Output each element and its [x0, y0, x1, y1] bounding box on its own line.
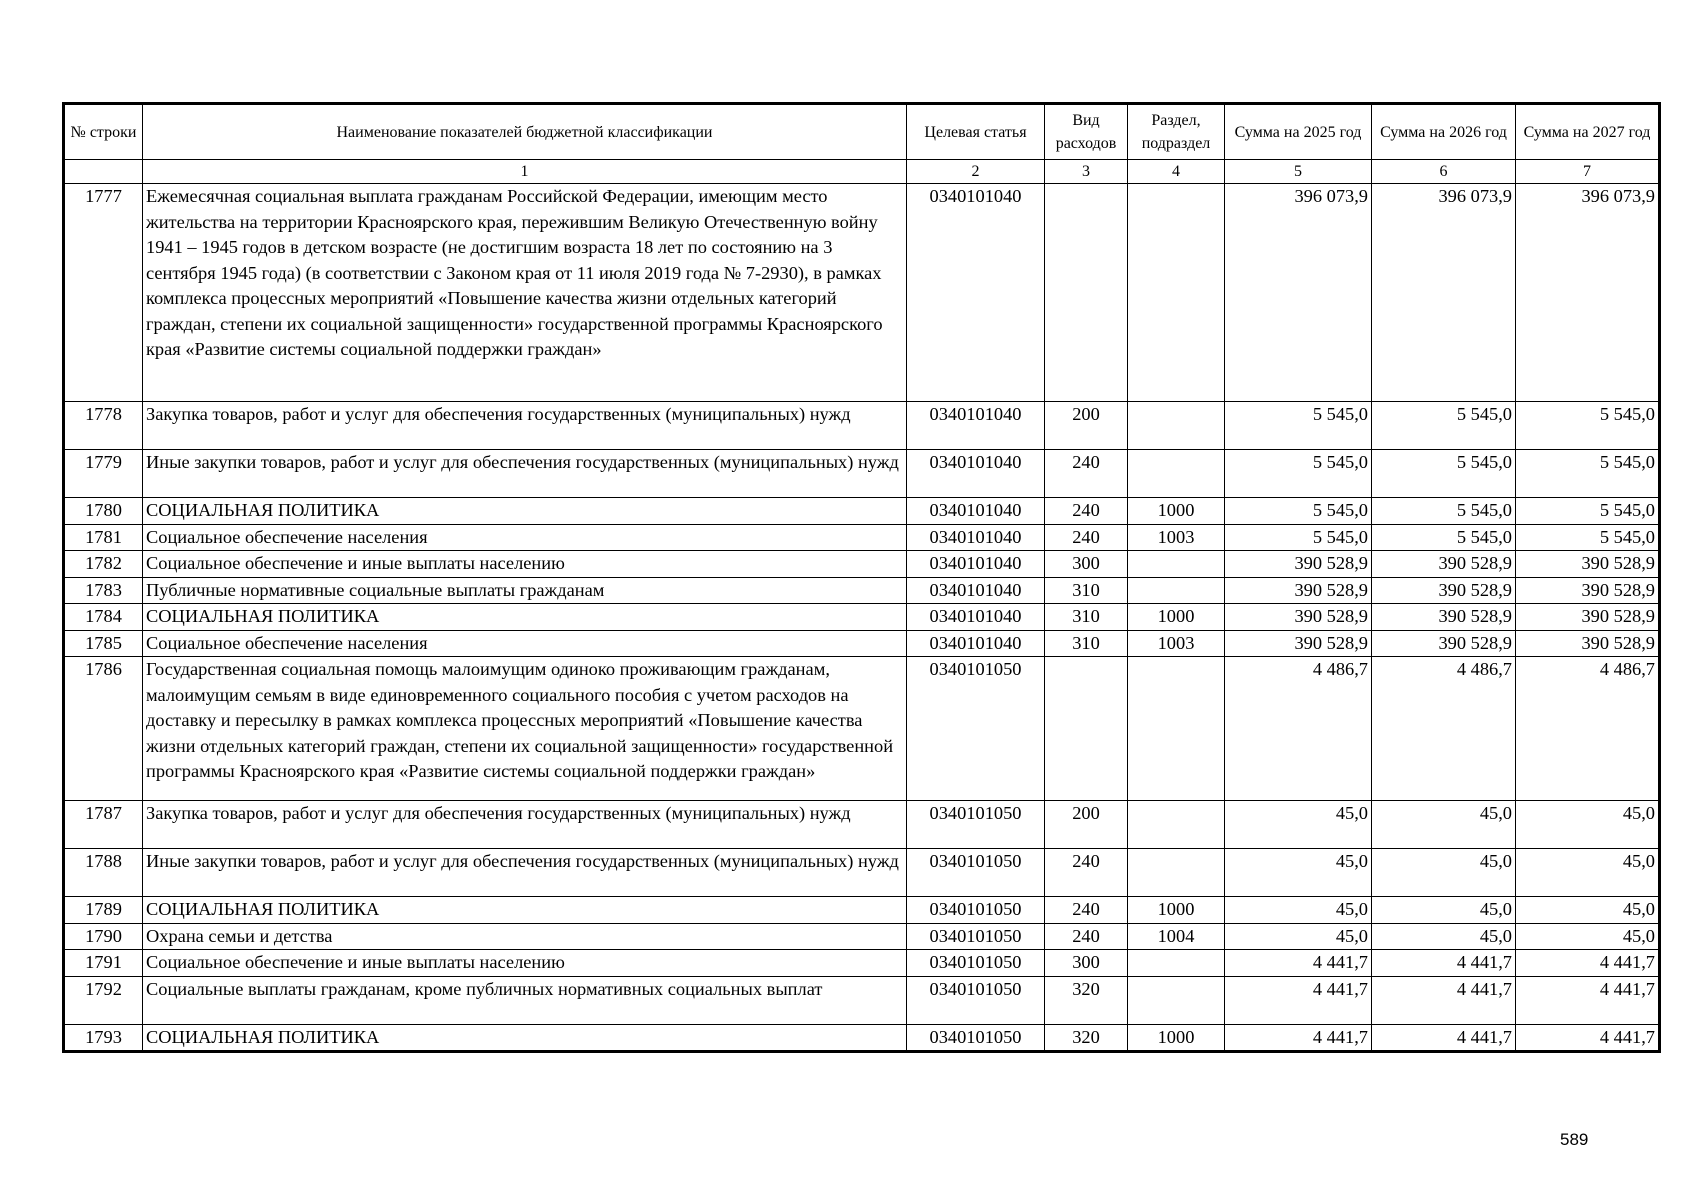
column-number: 6 [1372, 160, 1516, 184]
row-target-code: 0340101050 [907, 1024, 1045, 1052]
row-expense-kind: 240 [1045, 897, 1128, 924]
row-sum-2027: 5 545,0 [1516, 450, 1660, 498]
header-sum-2026: Сумма на 2026 год [1372, 104, 1516, 160]
row-number: 1792 [64, 976, 143, 1024]
table-row [64, 1024, 1660, 1052]
row-sum-2027: 4 441,7 [1516, 976, 1660, 1024]
table-row [64, 450, 1660, 498]
row-number: 1786 [64, 657, 143, 801]
row-target-code: 0340101040 [907, 498, 1045, 525]
row-sum-2026: 4 441,7 [1372, 1024, 1516, 1052]
row-sum-2025: 390 528,9 [1225, 551, 1372, 578]
row-number: 1791 [64, 950, 143, 977]
row-sum-2026: 5 545,0 [1372, 402, 1516, 450]
row-sum-2026: 390 528,9 [1372, 630, 1516, 657]
table-row [64, 657, 1660, 801]
row-expense-kind: 320 [1045, 976, 1128, 1024]
row-expense-kind: 300 [1045, 551, 1128, 578]
row-section [1128, 801, 1225, 849]
row-number: 1787 [64, 801, 143, 849]
row-sum-2026: 4 486,7 [1372, 657, 1516, 801]
row-sum-2027: 396 073,9 [1516, 184, 1660, 402]
header-section: Раздел, подраздел [1128, 104, 1225, 160]
table-row [64, 950, 1660, 977]
row-number: 1778 [64, 402, 143, 450]
table-row [64, 976, 1660, 1024]
row-sum-2026: 5 545,0 [1372, 524, 1516, 551]
row-name: СОЦИАЛЬНАЯ ПОЛИТИКА [143, 1024, 907, 1052]
row-sum-2027: 390 528,9 [1516, 604, 1660, 631]
row-target-code: 0340101040 [907, 577, 1045, 604]
row-name: СОЦИАЛЬНАЯ ПОЛИТИКА [143, 498, 907, 525]
row-target-code: 0340101050 [907, 657, 1045, 801]
row-sum-2027: 5 545,0 [1516, 498, 1660, 525]
row-sum-2027: 4 441,7 [1516, 1024, 1660, 1052]
row-section [1128, 657, 1225, 801]
row-section [1128, 950, 1225, 977]
row-section: 1003 [1128, 630, 1225, 657]
row-sum-2025: 390 528,9 [1225, 604, 1372, 631]
row-sum-2026: 45,0 [1372, 923, 1516, 950]
row-number: 1789 [64, 897, 143, 924]
row-section [1128, 184, 1225, 402]
header-row-no: № строки [64, 104, 143, 160]
row-sum-2025: 396 073,9 [1225, 184, 1372, 402]
row-sum-2026: 5 545,0 [1372, 450, 1516, 498]
table-row [64, 551, 1660, 578]
row-target-code: 0340101040 [907, 184, 1045, 402]
row-number: 1790 [64, 923, 143, 950]
row-target-code: 0340101040 [907, 630, 1045, 657]
table-row [64, 577, 1660, 604]
table-row [64, 524, 1660, 551]
row-target-code: 0340101040 [907, 450, 1045, 498]
row-section [1128, 976, 1225, 1024]
table-row [64, 801, 1660, 849]
table-row [64, 923, 1660, 950]
row-sum-2025: 45,0 [1225, 923, 1372, 950]
row-sum-2027: 45,0 [1516, 923, 1660, 950]
row-target-code: 0340101050 [907, 897, 1045, 924]
row-number: 1777 [64, 184, 143, 402]
row-sum-2025: 4 486,7 [1225, 657, 1372, 801]
header-target: Целевая статья [907, 104, 1045, 160]
row-section [1128, 450, 1225, 498]
row-sum-2026: 390 528,9 [1372, 551, 1516, 578]
row-sum-2025: 45,0 [1225, 897, 1372, 924]
row-section: 1004 [1128, 923, 1225, 950]
header-sum-2027: Сумма на 2027 год [1516, 104, 1660, 160]
column-number: 5 [1225, 160, 1372, 184]
row-expense-kind: 240 [1045, 498, 1128, 525]
table-row [64, 402, 1660, 450]
row-target-code: 0340101050 [907, 976, 1045, 1024]
row-expense-kind: 200 [1045, 801, 1128, 849]
row-expense-kind: 240 [1045, 524, 1128, 551]
row-number: 1781 [64, 524, 143, 551]
row-expense-kind: 320 [1045, 1024, 1128, 1052]
row-expense-kind: 240 [1045, 450, 1128, 498]
row-section: 1000 [1128, 498, 1225, 525]
column-number: 1 [143, 160, 907, 184]
row-number: 1780 [64, 498, 143, 525]
table-header-row [64, 104, 1660, 160]
row-sum-2026: 4 441,7 [1372, 976, 1516, 1024]
row-expense-kind: 310 [1045, 604, 1128, 631]
row-sum-2027: 45,0 [1516, 849, 1660, 897]
row-sum-2025: 390 528,9 [1225, 577, 1372, 604]
budget-table [62, 102, 1661, 1053]
row-section: 1003 [1128, 524, 1225, 551]
row-sum-2025: 390 528,9 [1225, 630, 1372, 657]
row-name: Публичные нормативные социальные выплаты гражданам [143, 577, 907, 604]
row-expense-kind [1045, 184, 1128, 402]
row-sum-2025: 45,0 [1225, 849, 1372, 897]
row-sum-2027: 45,0 [1516, 801, 1660, 849]
row-sum-2026: 45,0 [1372, 801, 1516, 849]
row-number: 1784 [64, 604, 143, 631]
row-sum-2027: 390 528,9 [1516, 577, 1660, 604]
header-sum-2025: Сумма на 2025 год [1225, 104, 1372, 160]
row-sum-2027: 4 441,7 [1516, 950, 1660, 977]
row-sum-2025: 4 441,7 [1225, 976, 1372, 1024]
row-sum-2025: 4 441,7 [1225, 1024, 1372, 1052]
row-sum-2025: 5 545,0 [1225, 450, 1372, 498]
row-name: Социальные выплаты гражданам, кроме публичных нормативных социальных выплат [143, 976, 907, 1024]
row-sum-2025: 5 545,0 [1225, 524, 1372, 551]
column-number: 3 [1045, 160, 1128, 184]
row-expense-kind: 240 [1045, 923, 1128, 950]
row-sum-2025: 5 545,0 [1225, 498, 1372, 525]
row-section [1128, 577, 1225, 604]
table-row [64, 498, 1660, 525]
row-expense-kind: 240 [1045, 849, 1128, 897]
table-row [64, 184, 1660, 402]
header-name: Наименование показателей бюджетной классификации [143, 104, 907, 160]
row-target-code: 0340101040 [907, 604, 1045, 631]
column-number: 4 [1128, 160, 1225, 184]
row-sum-2027: 5 545,0 [1516, 524, 1660, 551]
column-number: 7 [1516, 160, 1660, 184]
row-section [1128, 551, 1225, 578]
row-expense-kind: 310 [1045, 577, 1128, 604]
row-number: 1779 [64, 450, 143, 498]
row-sum-2027: 5 545,0 [1516, 402, 1660, 450]
table-row [64, 849, 1660, 897]
row-sum-2026: 390 528,9 [1372, 577, 1516, 604]
row-section [1128, 849, 1225, 897]
row-name: Иные закупки товаров, работ и услуг для обеспечения государственных (муниципальных) нужд [143, 450, 907, 498]
row-number: 1788 [64, 849, 143, 897]
row-expense-kind: 200 [1045, 402, 1128, 450]
row-section: 1000 [1128, 897, 1225, 924]
row-sum-2027: 390 528,9 [1516, 551, 1660, 578]
row-name: Государственная социальная помощь малоимущим одиноко проживающим гражданам, малоимущим семьям в виде единовременного социального пособия с учетом расходов на доставку и пересылку в рамках комплекса процессных мероприятий «Повышение качества жизни отдельных категорий граждан, степени их социальной защищенности» государственной программы Красноярского края «Развитие системы социальной поддержки граждан» [143, 657, 907, 801]
row-name: Ежемесячная социальная выплата гражданам Российской Федерации, имеющим место жительства на территории Красноярского края, пережившим Великую Отечественную войну 1941 – 1945 годов в детском возрасте (не достигшим возраста 18 лет по состоянию на 3 сентября 1945 года) (в соответствии с Законом края от 11 июля 2019 года № 7-2930), в рамках комплекса процессных мероприятий «Повышение качества жизни отдельных категорий граждан, степени их социальной защищенности» государственной программы Красноярского края «Развитие системы социальной поддержки граждан» [143, 184, 907, 402]
row-number: 1785 [64, 630, 143, 657]
row-target-code: 0340101040 [907, 524, 1045, 551]
row-target-code: 0340101050 [907, 849, 1045, 897]
page-number: 589 [1560, 1130, 1589, 1149]
column-number-empty [64, 160, 143, 184]
table-row [64, 630, 1660, 657]
row-number: 1783 [64, 577, 143, 604]
row-name: Охрана семьи и детства [143, 923, 907, 950]
table-body [64, 184, 1660, 1052]
row-sum-2026: 396 073,9 [1372, 184, 1516, 402]
row-expense-kind [1045, 657, 1128, 801]
row-sum-2025: 4 441,7 [1225, 950, 1372, 977]
row-name: Социальное обеспечение и иные выплаты населению [143, 551, 907, 578]
row-expense-kind: 300 [1045, 950, 1128, 977]
row-target-code: 0340101040 [907, 402, 1045, 450]
row-number: 1782 [64, 551, 143, 578]
table-row [64, 604, 1660, 631]
row-section: 1000 [1128, 1024, 1225, 1052]
row-target-code: 0340101040 [907, 551, 1045, 578]
row-sum-2026: 390 528,9 [1372, 604, 1516, 631]
column-number: 2 [907, 160, 1045, 184]
row-sum-2027: 390 528,9 [1516, 630, 1660, 657]
row-sum-2026: 45,0 [1372, 849, 1516, 897]
row-target-code: 0340101050 [907, 950, 1045, 977]
row-target-code: 0340101050 [907, 801, 1045, 849]
row-section: 1000 [1128, 604, 1225, 631]
column-number-row [64, 160, 1660, 184]
row-section [1128, 402, 1225, 450]
row-sum-2026: 4 441,7 [1372, 950, 1516, 977]
row-sum-2026: 45,0 [1372, 897, 1516, 924]
row-name: Иные закупки товаров, работ и услуг для обеспечения государственных (муниципальных) нужд [143, 849, 907, 897]
row-target-code: 0340101050 [907, 923, 1045, 950]
row-name: Социальное обеспечение населения [143, 524, 907, 551]
row-name: СОЦИАЛЬНАЯ ПОЛИТИКА [143, 897, 907, 924]
row-name: Закупка товаров, работ и услуг для обеспечения государственных (муниципальных) нужд [143, 801, 907, 849]
row-sum-2026: 5 545,0 [1372, 498, 1516, 525]
header-expense-kind: Вид расходов [1045, 104, 1128, 160]
row-sum-2027: 4 486,7 [1516, 657, 1660, 801]
row-sum-2025: 5 545,0 [1225, 402, 1372, 450]
row-expense-kind: 310 [1045, 630, 1128, 657]
row-name: СОЦИАЛЬНАЯ ПОЛИТИКА [143, 604, 907, 631]
row-number: 1793 [64, 1024, 143, 1052]
row-name: Социальное обеспечение и иные выплаты населению [143, 950, 907, 977]
table-row [64, 897, 1660, 924]
row-sum-2025: 45,0 [1225, 801, 1372, 849]
row-name: Социальное обеспечение населения [143, 630, 907, 657]
row-name: Закупка товаров, работ и услуг для обеспечения государственных (муниципальных) нужд [143, 402, 907, 450]
row-sum-2027: 45,0 [1516, 897, 1660, 924]
